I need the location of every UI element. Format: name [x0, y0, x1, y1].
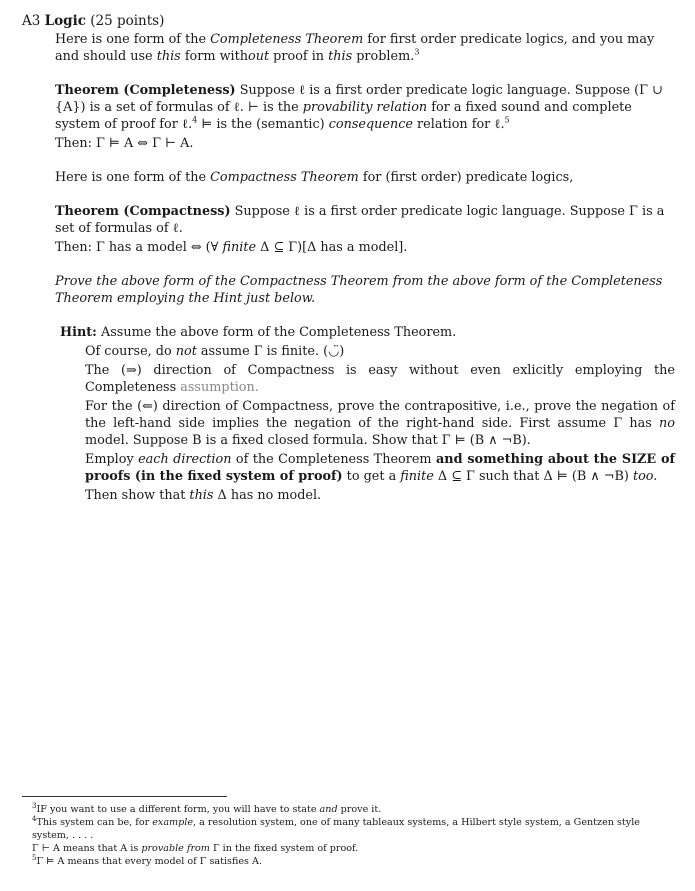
- hint-text: Δ has no model.: [213, 488, 322, 503]
- compactness-then: [55, 239, 675, 256]
- intro-text: Here is one form of the: [55, 170, 211, 185]
- emph-provability: provability relation: [302, 100, 428, 115]
- problem-points: (25 points): [90, 13, 165, 29]
- footnote-number: 3: [32, 801, 37, 810]
- intro-text: Here is one form of the: [55, 32, 211, 47]
- intro-text: problem.: [352, 49, 415, 64]
- footnote-text: Γ in the fixed system of proof.: [209, 843, 359, 854]
- emph-finite: finite: [400, 469, 434, 484]
- hint-text: For the (⇐) direction of Compactness, prove the contrapositive, i.e., prove the negation of the left-hand side implies the negation of the right-hand side. First assume Γ has: [85, 399, 675, 431]
- then-text: Then: Γ has a model ⇔ (∀: [55, 240, 223, 255]
- footnote-number: 5: [32, 853, 37, 862]
- task-statement: Prove the above form of the Compactness Theorem from the above form of the Completeness Theorem employing the Hint just below.: [55, 274, 663, 306]
- theorem-text: ⊨ is the (semantic): [197, 117, 329, 132]
- theorem-text: relation for ℓ.: [412, 117, 505, 132]
- emph-not: not: [175, 344, 197, 359]
- then-text: Δ ⊆ Γ)[Δ has a model].: [256, 240, 408, 255]
- intro-text: form with: [180, 49, 249, 64]
- footnote-ref: 4: [192, 115, 198, 125]
- hint-intro: [60, 324, 675, 341]
- completeness-name: Completeness Theorem: [210, 32, 364, 47]
- footnote-4: [22, 816, 677, 842]
- hint-text: model. Suppose B is a fixed closed formula. Show that Γ ⊨ (B ∧ ¬B).: [85, 433, 531, 448]
- compactness-name: Compactness Theorem: [210, 170, 359, 185]
- hint-text: Assume the above form of the Completeness Theorem.: [96, 325, 457, 340]
- footnotes: [22, 803, 677, 868]
- footnote-text: IF you want to use a different form, you will have to state: [36, 804, 320, 815]
- footnote-text: prove it.: [337, 804, 382, 815]
- footnote-number: 4: [32, 814, 37, 823]
- emph-this: this: [156, 49, 181, 64]
- footnote-text: This system can be, for: [36, 817, 153, 828]
- hint-text: The (⇒) direction of Compactness is easy without even exlicitly employing the Completeness: [85, 363, 675, 395]
- hint-label: Hint:: [60, 325, 97, 340]
- emph-this: this: [328, 49, 353, 64]
- emph-out: out: [248, 49, 270, 64]
- hint-item: [85, 487, 675, 504]
- emph-this: this: [189, 488, 214, 503]
- emph-no: no: [659, 416, 675, 431]
- hint-items: [85, 343, 675, 504]
- footnote-divider: [22, 796, 227, 797]
- problem-title: Logic: [44, 13, 86, 29]
- intro-text: for (first order) predicate logics,: [358, 170, 574, 185]
- hint-item: [85, 398, 675, 449]
- hint-text: Δ ⊆ Γ such that Δ ⊨ (B ∧ ¬B): [433, 469, 633, 484]
- problem-body: [55, 31, 675, 506]
- emph-example: example: [152, 817, 194, 828]
- faint-text: assumption.: [180, 380, 259, 395]
- footnote-ref: 5: [504, 115, 510, 125]
- footnote-4-continued: [22, 842, 677, 855]
- theorem-text: Suppose ℓ is a first order predicate logic language. Suppose Γ is a set of formulas of ℓ.: [55, 204, 665, 236]
- bold-text: and something about the SIZE of proofs (in the fixed system of proof): [85, 452, 675, 484]
- hint-text: Then show that: [85, 488, 190, 503]
- emph-consequence: consequence: [328, 117, 413, 132]
- hint-item: [85, 343, 675, 360]
- compactness-intro: [55, 169, 675, 186]
- theorem-title: Theorem (Compactness): [55, 204, 231, 219]
- intro-paragraph: [55, 31, 675, 65]
- completeness-theorem: [55, 82, 675, 133]
- emph-and: and: [319, 804, 338, 815]
- hint-text: of the Completeness Theorem: [231, 452, 436, 467]
- footnote-text: Γ ⊨ A means that every model of Γ satisfies A.: [36, 856, 262, 867]
- compactness-theorem: [55, 203, 675, 237]
- hint-item: [85, 362, 675, 396]
- hint-text: Employ: [85, 452, 139, 467]
- hint-item: [85, 451, 675, 485]
- emph-finite: finite: [222, 240, 257, 255]
- footnote-text: Γ ⊢ A means that A is: [32, 843, 142, 854]
- footnote-3: [22, 803, 677, 816]
- theorem-title: Theorem (Completeness): [55, 83, 236, 98]
- theorem-text: for a fixed sound and complete system of proof for ℓ.: [55, 100, 632, 132]
- footnote-5: [22, 855, 677, 868]
- emph-provable-from: provable from: [141, 843, 210, 854]
- hint-text: Of course, do: [85, 344, 176, 359]
- emph-each-direction: each direction: [138, 452, 232, 467]
- theorem-text: Suppose ℓ is a first order predicate logic language. Suppose (Γ ∪ {A}) is a set of formulas of ℓ. ⊢ is the: [55, 83, 663, 115]
- hint-text: to get a: [342, 469, 401, 484]
- problem-heading: [22, 13, 164, 29]
- intro-text: for first order predicate logics, and you may and should use: [55, 32, 655, 64]
- problem-label: A3: [22, 13, 41, 29]
- hint-block: [60, 324, 675, 504]
- emph-too: too.: [632, 469, 658, 484]
- footnote-ref: 3: [414, 47, 420, 57]
- completeness-then: Then: Γ ⊨ A ⇔ Γ ⊢ A.: [55, 136, 194, 151]
- footnote-text: , a resolution system, one of many tableaux systems, a Hilbert style system, a Gentzen style system, . . . .: [32, 817, 640, 841]
- hint-text: assume Γ is finite. (◡̈): [196, 344, 345, 359]
- intro-text: proof in: [269, 49, 329, 64]
